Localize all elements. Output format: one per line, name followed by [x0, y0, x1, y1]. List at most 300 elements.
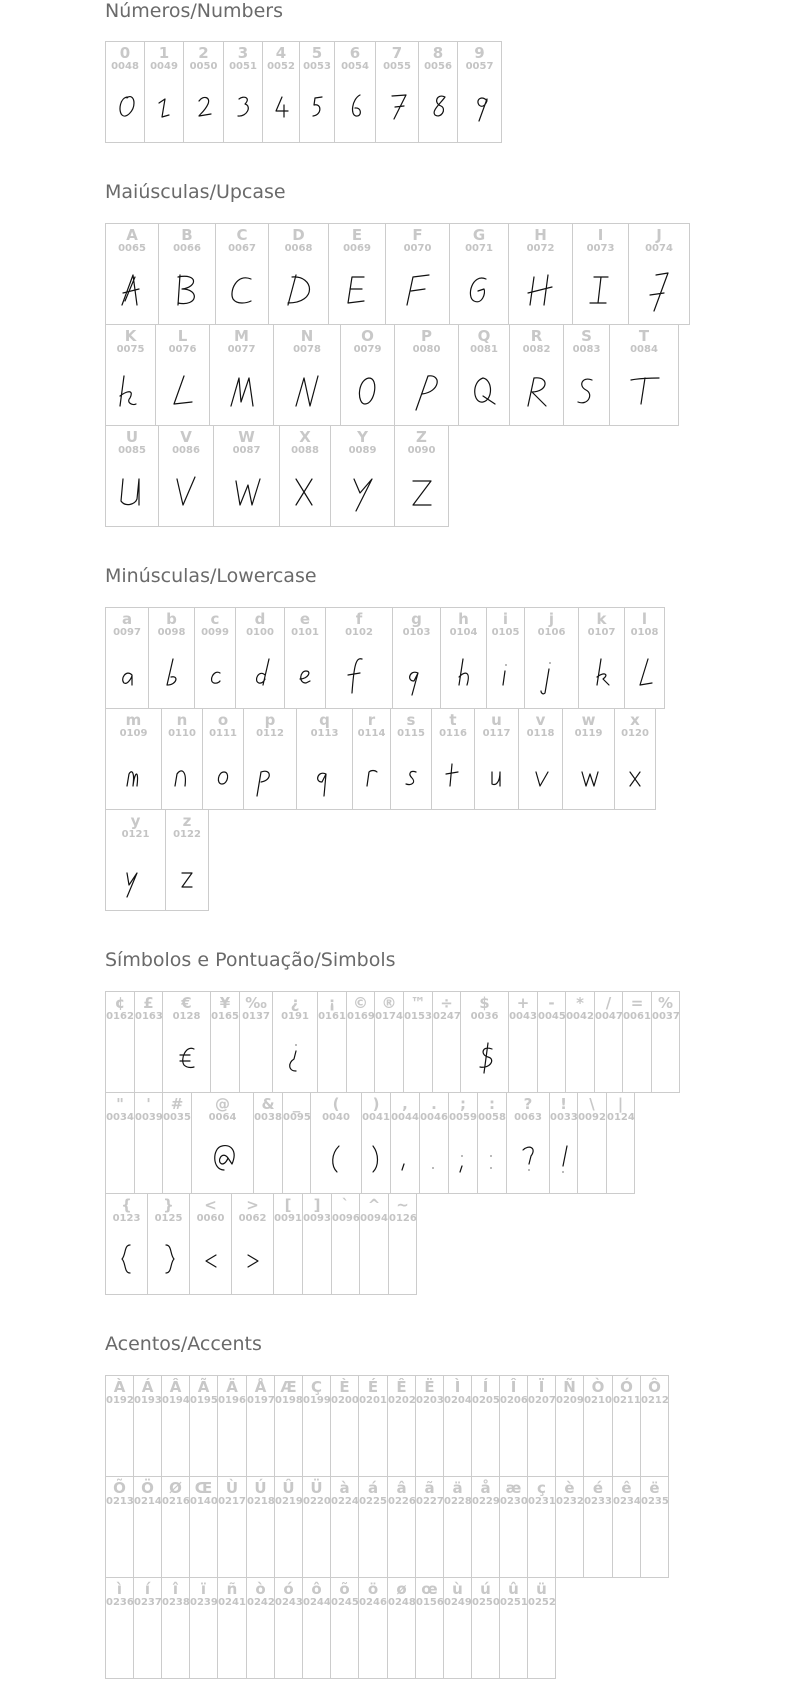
glyph-code-label: 0060 — [196, 1213, 225, 1224]
glyph-code-label: 0250 — [472, 1597, 500, 1608]
glyph-code-label: 0206 — [500, 1395, 528, 1406]
glyph-sample — [472, 1521, 499, 1569]
glyph-grid — [105, 991, 679, 1294]
glyph-cell — [105, 991, 135, 1093]
glyph-char-label: à — [339, 1479, 350, 1497]
glyph-stroke — [631, 378, 659, 404]
glyph-sample — [240, 1036, 272, 1084]
glyph-cell — [358, 1476, 388, 1578]
handwritten-glyph-icon — [412, 372, 442, 414]
glyph-code-label: 0235 — [641, 1496, 669, 1507]
handwritten-glyph-icon — [526, 271, 556, 313]
glyph-sample — [162, 1420, 189, 1468]
glyph-sample — [353, 753, 390, 801]
glyph-sample — [375, 1036, 403, 1084]
glyph-code-label: 0080 — [412, 344, 441, 355]
glyph-char-label: ^ — [367, 1196, 381, 1214]
glyph-code-label: 0056 — [424, 61, 452, 72]
glyph-code-label: 0064 — [208, 1112, 237, 1123]
glyph-stroke — [409, 672, 417, 695]
glyph-cell — [612, 1476, 641, 1578]
glyph-char-label: 7 — [391, 44, 403, 62]
glyph-code-label: 0246 — [359, 1597, 387, 1608]
glyph-sample — [391, 753, 431, 801]
glyph-char-label: G — [472, 226, 486, 244]
glyph-sample — [507, 1137, 549, 1185]
handwritten-glyph-icon — [427, 89, 449, 131]
handwritten-glyph-icon — [572, 372, 602, 414]
glyph-code-label: 0077 — [227, 344, 256, 355]
glyph-code-label: 0137 — [242, 1011, 270, 1022]
glyph-code-label: 0075 — [116, 344, 145, 355]
glyph-code-label: 0217 — [218, 1496, 246, 1507]
glyph-sample — [254, 1137, 282, 1185]
glyph-sample — [285, 652, 325, 700]
handwritten-glyph-icon — [193, 89, 215, 131]
glyph-sample — [274, 1238, 302, 1286]
glyph-cell — [134, 1092, 163, 1194]
glyph-sample — [162, 1521, 189, 1569]
glyph-cell — [555, 1375, 584, 1477]
glyph-stroke — [392, 95, 406, 119]
glyph-stroke — [182, 873, 192, 887]
glyph-char-label: Ê — [396, 1378, 407, 1396]
glyph-code-label: 0094 — [360, 1213, 388, 1224]
glyph-code-label: 0243 — [275, 1597, 303, 1608]
glyph-char-label: F — [412, 226, 423, 244]
glyph-code-label: 0119 — [574, 728, 603, 739]
glyph-code-label: 0229 — [472, 1496, 500, 1507]
glyph-sample — [444, 1420, 471, 1468]
glyph-stroke — [373, 1146, 378, 1172]
handwritten-glyph-icon — [306, 89, 328, 131]
glyph-code-label: 0046 — [420, 1112, 448, 1123]
glyph-cell — [614, 708, 656, 810]
glyph-char-label: Œ — [194, 1479, 213, 1497]
glyph-char-label: Æ — [280, 1378, 297, 1396]
glyph-sample — [190, 1521, 217, 1569]
glyph-code-label: 0043 — [509, 1011, 537, 1022]
handwritten-glyph-icon — [270, 89, 292, 131]
glyph-code-label: 0111 — [209, 728, 237, 739]
glyph-char-label: A — [126, 226, 138, 244]
glyph-sample — [297, 753, 352, 801]
glyph-sample — [224, 86, 262, 134]
glyph-stroke — [236, 479, 260, 505]
glyph-stroke — [199, 97, 211, 116]
glyph-cell — [105, 1577, 134, 1679]
handwritten-glyph-icon — [176, 857, 198, 899]
glyph-char-label: ó — [283, 1580, 294, 1598]
glyph-stroke — [206, 1255, 216, 1267]
glyph-sample — [584, 1521, 612, 1569]
glyph-char-label: ö — [367, 1580, 379, 1598]
glyph-cell — [431, 708, 475, 810]
glyph-code-label: 0234 — [613, 1496, 641, 1507]
glyph-code-label: 0213 — [106, 1496, 134, 1507]
glyph-char-label: _ — [292, 1095, 301, 1113]
glyph-cell — [418, 41, 458, 143]
glyph-code-label: 0195 — [190, 1395, 218, 1406]
glyph-sample — [595, 1036, 622, 1084]
handwritten-glyph-icon — [172, 271, 202, 313]
handwritten-glyph-icon — [255, 756, 285, 798]
glyph-code-label: 0071 — [465, 243, 493, 254]
section-title: Acentos/Accents — [105, 1333, 262, 1355]
glyph-cell — [440, 607, 487, 709]
glyph-cell — [457, 41, 502, 143]
glyph-char-label: # — [170, 1095, 184, 1113]
glyph-cell — [499, 1577, 528, 1679]
glyph-sample — [359, 1521, 387, 1569]
glyph-stroke — [477, 98, 486, 121]
glyph-stroke — [536, 772, 548, 786]
glyph-stroke — [313, 97, 322, 116]
glyph-code-label: 0035 — [163, 1112, 191, 1123]
glyph-code-label: 0067 — [228, 243, 256, 254]
glyph-code-label: 0070 — [403, 243, 432, 254]
glyph-cell — [217, 1476, 247, 1578]
glyph-cell — [274, 1476, 303, 1578]
glyph-char-label: | — [617, 1095, 624, 1113]
glyph-char-label: ! — [560, 1095, 567, 1113]
glyph-char-label: å — [480, 1479, 491, 1497]
glyph-char-label: [ — [284, 1196, 292, 1214]
glyph-stroke — [122, 1245, 130, 1273]
glyph-sample — [386, 268, 449, 316]
glyph-sample — [283, 1137, 310, 1185]
handwritten-glyph-icon — [171, 756, 193, 798]
glyph-code-label: 0062 — [238, 1213, 267, 1224]
glyph-cell — [105, 41, 145, 143]
glyph-cell — [334, 41, 376, 143]
glyph-code-label: 0093 — [303, 1213, 331, 1224]
glyph-code-label: 0113 — [310, 728, 339, 739]
glyph-row — [105, 1577, 668, 1678]
handwritten-glyph-icon — [629, 372, 659, 414]
handwritten-glyph-icon — [474, 1039, 496, 1081]
glyph-sample — [218, 1622, 246, 1670]
glyph-code-label: 0108 — [630, 627, 659, 638]
glyph-sample — [360, 1238, 388, 1286]
glyph-sample — [388, 1622, 415, 1670]
glyph-char-label: £ — [143, 994, 154, 1012]
glyph-cell — [302, 1375, 331, 1477]
glyph-sample — [216, 268, 268, 316]
glyph-sample — [389, 1238, 416, 1286]
glyph-code-label: 0194 — [162, 1395, 190, 1406]
glyph-cell — [415, 1476, 444, 1578]
glyph-cell — [328, 223, 386, 325]
glyph-sample — [106, 854, 165, 902]
glyph-cell — [215, 223, 269, 325]
glyph-code-label: 0100 — [246, 627, 274, 638]
glyph-stroke — [317, 773, 325, 796]
glyph-sample — [135, 1137, 162, 1185]
glyph-stroke — [523, 1147, 533, 1170]
glyph-stroke — [174, 376, 192, 404]
handwritten-glyph-icon — [227, 271, 257, 313]
glyph-sample — [432, 753, 474, 801]
glyph-sample — [273, 1036, 317, 1084]
glyph-char-label: â — [396, 1479, 407, 1497]
glyph-code-label: 0224 — [331, 1496, 359, 1507]
glyph-cell — [189, 1375, 218, 1477]
glyph-char-label: * — [576, 994, 584, 1012]
glyph-code-label: 0051 — [229, 61, 257, 72]
glyph-char-label: S — [581, 327, 592, 345]
handwritten-glyph-icon — [242, 1241, 264, 1283]
glyph-cell — [471, 1375, 500, 1477]
glyph-sample — [303, 1420, 330, 1468]
glyph-stroke — [470, 278, 486, 302]
glyph-cell — [651, 991, 680, 1093]
glyph-sample — [318, 1036, 346, 1084]
glyph-code-label: 0165 — [211, 1011, 239, 1022]
glyph-cell — [352, 708, 391, 810]
glyph-char-label: t — [449, 711, 457, 729]
glyph-char-label: 5 — [311, 44, 323, 62]
section-title: Maiúsculas/Upcase — [105, 181, 286, 203]
glyph-char-label: m — [125, 711, 142, 729]
handwritten-glyph-icon — [114, 89, 136, 131]
glyph-cell — [358, 1375, 388, 1477]
glyph-cell — [273, 324, 341, 426]
glyph-cell — [509, 324, 564, 426]
glyph-char-label: y — [130, 812, 141, 830]
glyph-char-label: s — [406, 711, 416, 729]
glyph-sample — [450, 268, 508, 316]
glyph-sample — [550, 1137, 577, 1185]
glyph-char-label: é — [592, 1479, 604, 1497]
glyph-sample — [148, 1238, 189, 1286]
glyph-sample — [106, 86, 144, 134]
glyph-char-label: õ — [339, 1580, 350, 1598]
glyph-stroke — [159, 99, 169, 117]
glyph-sample — [106, 268, 158, 316]
glyph-char-label: ë — [649, 1479, 660, 1497]
glyph-code-label: 0244 — [303, 1597, 331, 1608]
glyph-sample — [190, 1238, 231, 1286]
glyph-char-label: : — [489, 1095, 495, 1113]
glyph-code-label: 0218 — [247, 1496, 275, 1507]
glyph-code-label: 0104 — [449, 627, 478, 638]
glyph-sample — [214, 470, 279, 518]
glyph-stroke — [446, 764, 458, 786]
glyph-char-label: Ú — [254, 1479, 267, 1497]
glyph-code-label: 0069 — [343, 243, 371, 254]
glyph-cell — [471, 1577, 500, 1679]
glyph-char-label: Û — [282, 1479, 295, 1497]
glyph-sample — [303, 1521, 330, 1569]
glyph-cell — [246, 1476, 275, 1578]
glyph-grid — [105, 41, 501, 142]
glyph-row — [105, 1476, 668, 1577]
handwritten-glyph-icon — [116, 372, 146, 414]
glyph-stroke — [296, 479, 312, 505]
glyph-stroke — [296, 376, 318, 406]
glyph-cell — [296, 708, 353, 810]
glyph-code-label: 0112 — [256, 728, 284, 739]
handwritten-glyph-icon — [290, 473, 320, 515]
glyph-code-label: 0219 — [275, 1496, 303, 1507]
glyph-sample — [331, 1622, 358, 1670]
glyph-code-label: 0061 — [623, 1011, 651, 1022]
glyph-sample — [404, 1036, 432, 1084]
glyph-char-label: > — [246, 1196, 259, 1214]
glyph-stroke — [276, 97, 288, 117]
glyph-cell — [346, 991, 375, 1093]
glyph-stroke — [180, 1048, 194, 1067]
glyph-cell — [268, 223, 329, 325]
glyph-grid — [105, 607, 664, 910]
glyph-sample — [106, 1238, 147, 1286]
glyph-char-label: I — [597, 226, 604, 244]
glyph-sample — [652, 1036, 679, 1084]
glyph-stroke — [333, 1146, 339, 1172]
glyph-cell — [555, 1476, 584, 1578]
glyph-char-label: Ü — [310, 1479, 323, 1497]
glyph-row — [105, 324, 689, 425]
glyph-cell — [243, 708, 297, 810]
glyph-char-label: L — [177, 327, 188, 345]
glyph-stroke — [290, 1045, 296, 1071]
glyph-char-label: 9 — [474, 44, 485, 62]
glyph-stroke — [528, 275, 552, 305]
glyph-code-label: 0161 — [318, 1011, 346, 1022]
glyph-char-label: . — [431, 1095, 437, 1113]
glyph-char-label: ™ — [410, 994, 426, 1012]
glyph-code-label: 0191 — [281, 1011, 309, 1022]
handwritten-glyph-icon — [586, 271, 616, 313]
glyph-cell — [609, 324, 679, 426]
glyph-stroke — [590, 277, 608, 303]
handwritten-glyph-icon — [171, 473, 201, 515]
glyph-stroke — [122, 275, 139, 305]
glyph-cell — [508, 223, 573, 325]
glyph-sample — [584, 1420, 612, 1468]
glyph-code-label: 0192 — [106, 1395, 134, 1406]
glyph-char-label: Ö — [141, 1479, 154, 1497]
glyph-sample — [244, 753, 296, 801]
glyph-code-label: 0099 — [201, 627, 229, 638]
glyph-cell — [628, 223, 690, 325]
glyph-stroke — [578, 379, 592, 403]
glyph-cell — [578, 607, 625, 709]
glyph-stroke — [434, 96, 445, 116]
glyph-code-label: 0226 — [388, 1496, 416, 1507]
glyph-sample — [391, 1137, 419, 1185]
glyph-code-label: 0039 — [135, 1112, 163, 1123]
handwritten-glyph-icon — [530, 756, 552, 798]
glyph-code-label: 0036 — [470, 1011, 499, 1022]
glyph-char-label: ¿ — [290, 994, 300, 1012]
glyph-char-label: @ — [215, 1095, 230, 1113]
glyph-cell — [477, 1092, 507, 1194]
glyph-sample — [519, 753, 562, 801]
glyph-cell — [458, 324, 510, 426]
handwritten-glyph-icon — [161, 655, 183, 697]
glyph-cell — [565, 991, 595, 1093]
glyph-sample — [106, 1622, 133, 1670]
glyph-stroke — [354, 479, 372, 511]
glyph-cell — [105, 607, 149, 709]
glyph-sample — [610, 369, 678, 417]
glyph-char-label: p — [264, 711, 276, 729]
glyph-sample — [106, 470, 158, 518]
glyph-code-label: 0063 — [514, 1112, 542, 1123]
glyph-code-label: 0118 — [526, 728, 555, 739]
handwritten-glyph-icon — [578, 756, 600, 798]
glyph-char-label: f — [355, 610, 363, 628]
glyph-char-label: ñ — [226, 1580, 238, 1598]
glyph-cell — [191, 1092, 254, 1194]
handwritten-glyph-icon — [464, 271, 494, 313]
glyph-sample — [509, 1036, 537, 1084]
glyph-cell — [155, 324, 210, 426]
glyph-char-label: 3 — [237, 44, 249, 62]
glyph-cell — [390, 708, 432, 810]
handwritten-glyph-icon — [200, 1241, 222, 1283]
glyph-code-label: 0041 — [362, 1112, 390, 1123]
glyph-cell — [583, 1375, 613, 1477]
glyph-cell — [387, 1577, 416, 1679]
glyph-stroke — [300, 671, 310, 683]
glyph-cell — [594, 991, 623, 1093]
glyph-char-label: { — [121, 1196, 132, 1214]
glyph-cell — [549, 1092, 578, 1194]
handwritten-glyph-icon — [168, 372, 198, 414]
glyph-sample — [625, 652, 664, 700]
glyph-cell — [202, 708, 244, 810]
glyph-sample — [236, 652, 284, 700]
glyph-char-label: ' — [146, 1095, 151, 1113]
glyph-stroke — [353, 95, 361, 116]
section-lowercase — [105, 565, 659, 840]
glyph-cell — [486, 607, 525, 709]
glyph-stroke — [413, 481, 431, 505]
glyph-cell — [606, 1092, 635, 1194]
glyph-sample — [195, 652, 235, 700]
glyph-cell — [246, 1375, 275, 1477]
glyph-sample — [478, 1137, 506, 1185]
glyph-char-label: Ò — [591, 1378, 605, 1396]
glyph-sample — [566, 1036, 594, 1084]
glyph-code-label: 0078 — [293, 344, 321, 355]
glyph-row — [105, 708, 664, 809]
glyph-code-label: 0120 — [621, 728, 649, 739]
glyph-stroke — [177, 477, 195, 505]
glyph-sample — [472, 1622, 499, 1670]
glyph-cell — [105, 1476, 134, 1578]
glyph-code-label: 0237 — [134, 1597, 162, 1608]
glyph-char-label: N — [300, 327, 314, 345]
glyph-sample — [613, 1420, 640, 1468]
glyph-sample — [275, 1622, 302, 1670]
glyph-sample — [556, 1521, 583, 1569]
glyph-code-label: 0037 — [652, 1011, 680, 1022]
glyph-code-label: 0207 — [528, 1395, 556, 1406]
glyph-code-label: 0050 — [189, 61, 218, 72]
glyph-sample — [538, 1036, 565, 1084]
glyph-sample — [487, 652, 524, 700]
glyph-cell — [246, 1577, 275, 1679]
glyph-cell — [158, 223, 216, 325]
glyph-row — [105, 607, 664, 708]
glyph-code-label: 0169 — [347, 1011, 375, 1022]
glyph-char-label: ê — [621, 1479, 632, 1497]
glyph-char-label: a — [121, 610, 133, 628]
